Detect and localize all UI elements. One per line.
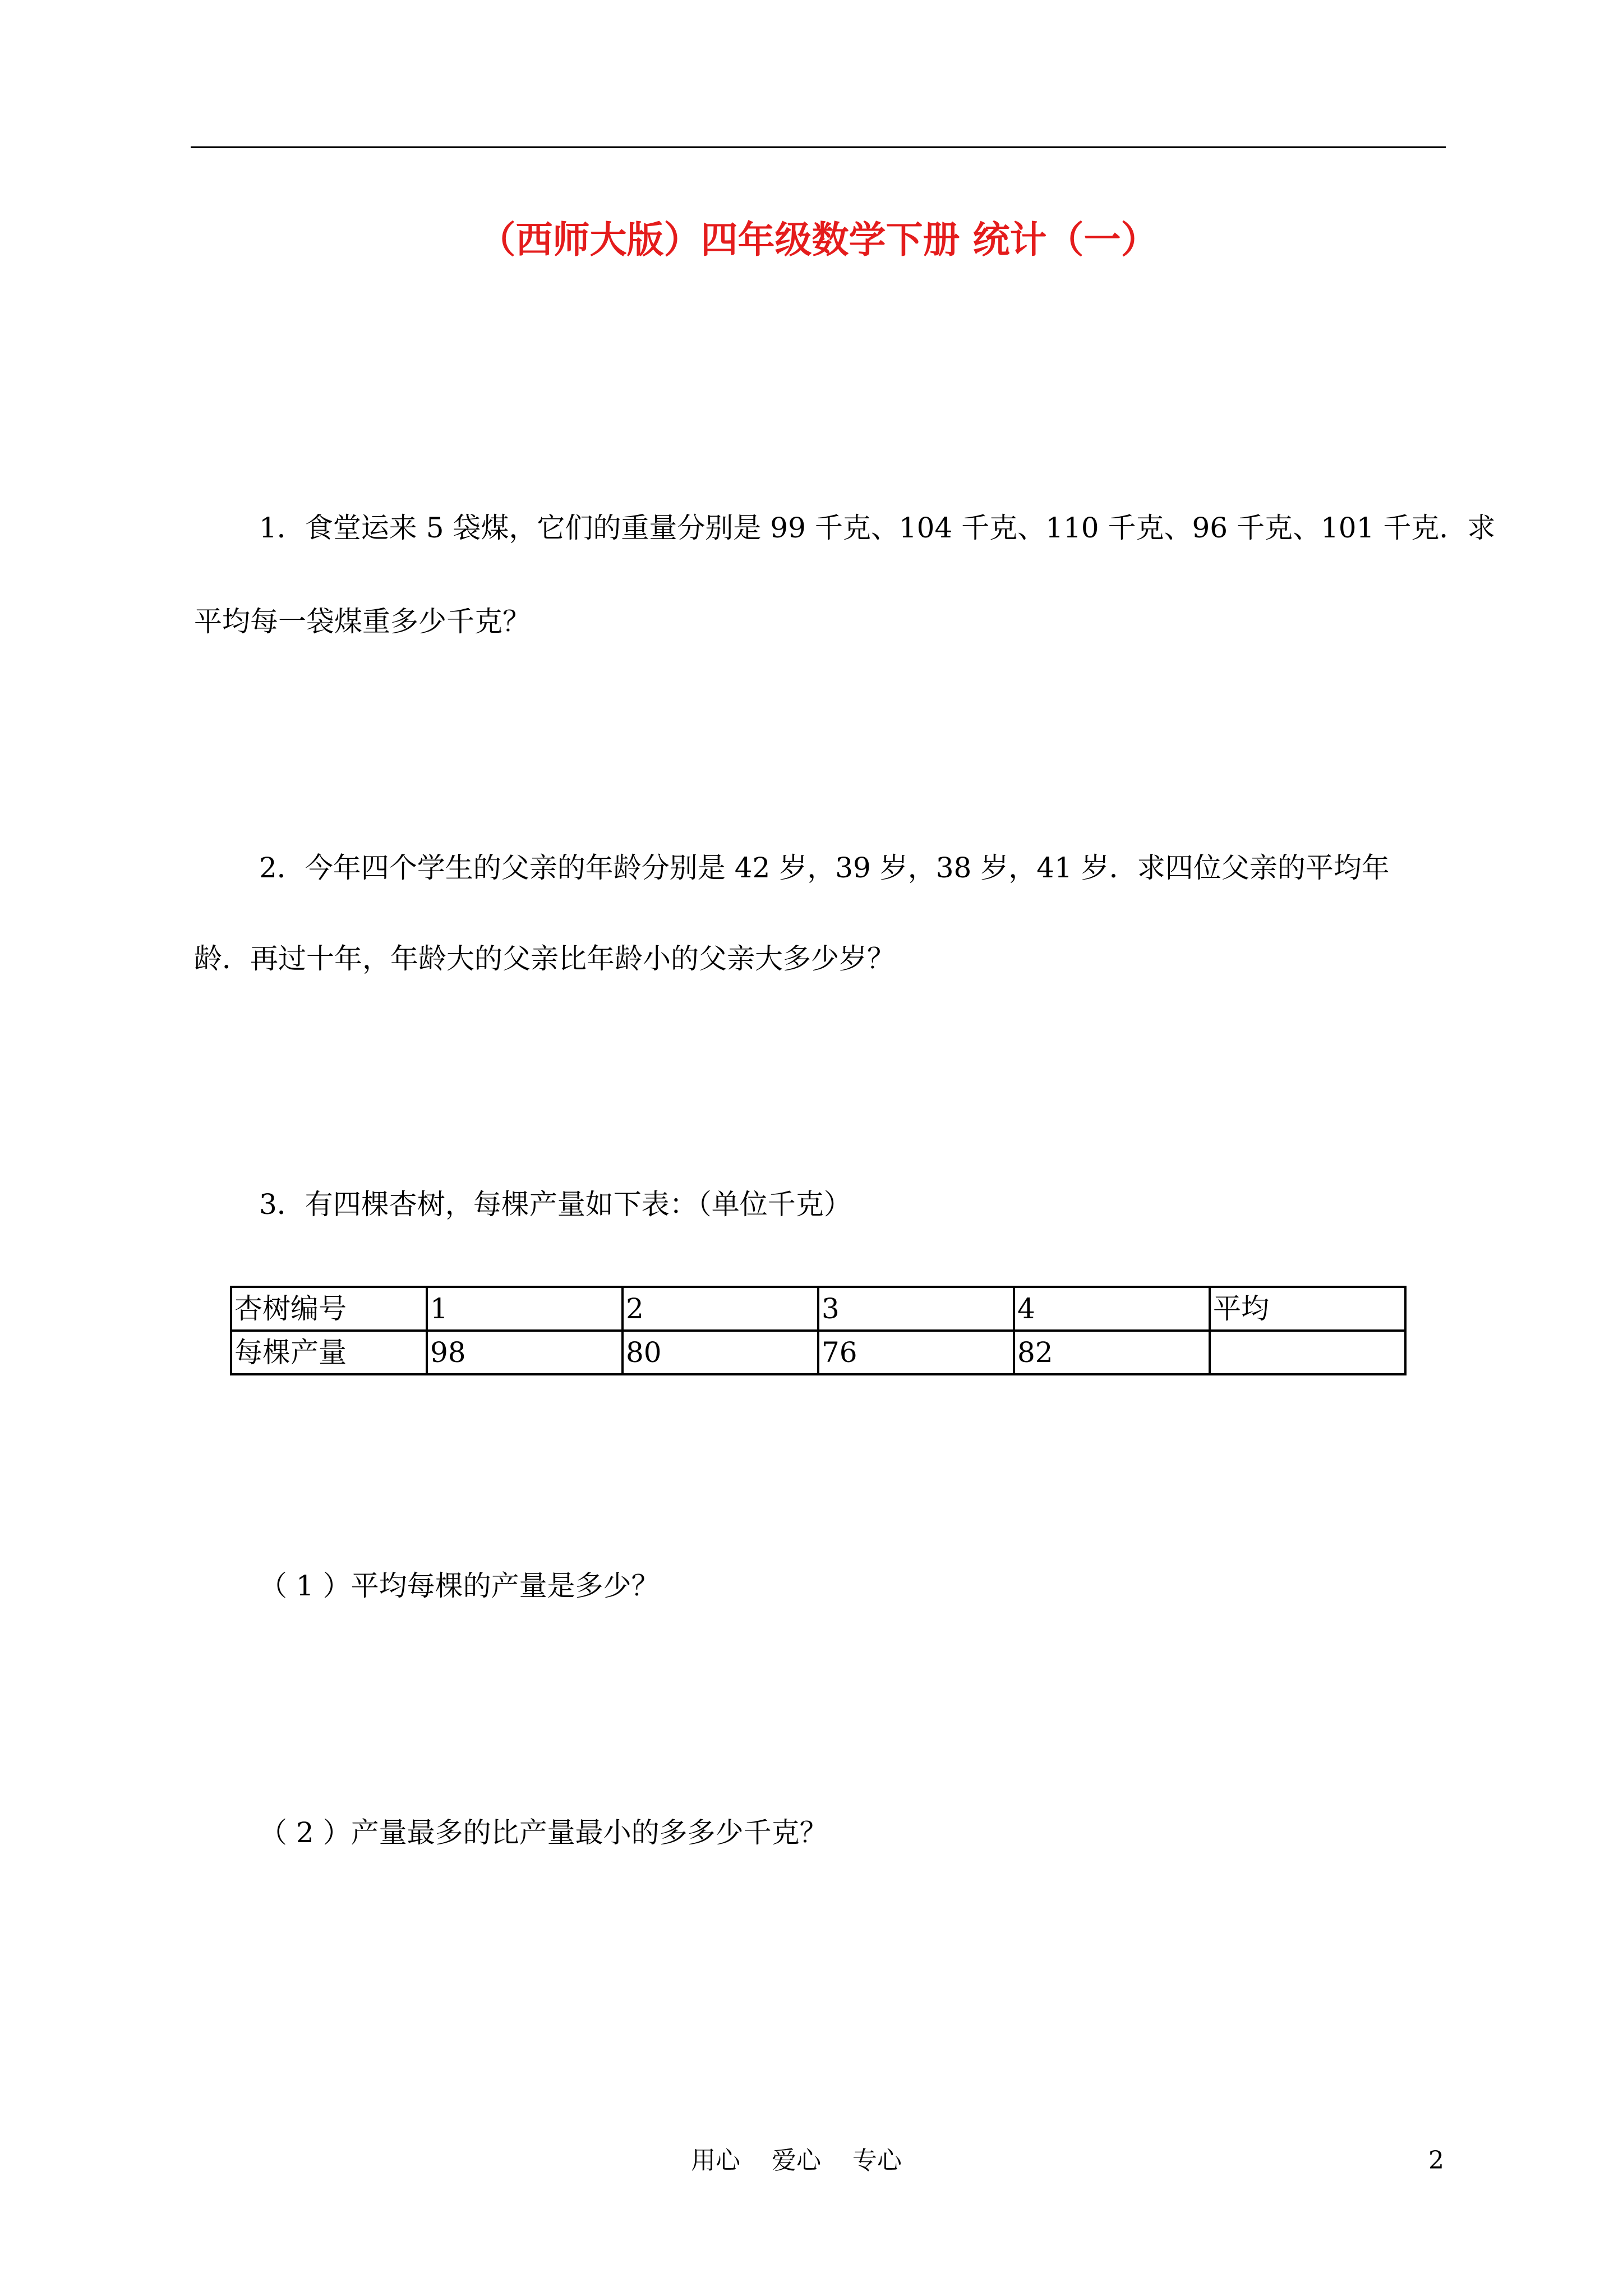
apricot-yield-table: [230, 1286, 1407, 1375]
table-cell: 98: [427, 1331, 623, 1374]
question-2-line-1: 2．今年四个学生的父亲的年龄分别是 42 岁，39 岁，38 岁，41 岁．求四位父亲的平均年: [259, 852, 1390, 884]
table-header-row: [231, 1287, 1405, 1331]
table-cell: 每棵产量: [231, 1331, 427, 1374]
table-cell: 76: [818, 1331, 1014, 1374]
question-1-line-2: 平均每一袋煤重多少千克？: [194, 605, 531, 638]
question-3-sub-1: （ 1 ）平均每棵的产量是多少？: [259, 1570, 660, 1602]
table-cell: 杏树编号: [231, 1287, 427, 1331]
question-3-sub-2: （ 2 ）产量最多的比产量最小的多多少千克？: [259, 1816, 828, 1849]
table-cell: 3: [818, 1287, 1014, 1331]
page-number: 2: [1428, 2146, 1444, 2175]
question-3-intro: 3．有四棵杏树，每棵产量如下表：（单位千克）: [259, 1188, 852, 1221]
document-title: （西师大版）四年级数学下册 统计（一）: [478, 218, 1158, 261]
footer-motto: 用心 爱心 专心: [691, 2146, 902, 2175]
table-cell: 4: [1014, 1287, 1210, 1331]
header-rule: [191, 146, 1446, 148]
table-cell: 2: [623, 1287, 818, 1331]
question-1-line-1: 1．食堂运来 5 袋煤，它们的重量分别是 99 千克、104 千克、110 千克、96 千克、101 千克．求: [259, 512, 1496, 544]
average-answer-cell: [1210, 1331, 1405, 1374]
table-cell: 1: [427, 1287, 623, 1331]
table-cell: 平均: [1210, 1287, 1405, 1331]
table-cell: 80: [623, 1331, 818, 1374]
table-cell: 82: [1014, 1331, 1210, 1374]
question-2-line-2: 龄．再过十年，年龄大的父亲比年龄小的父亲大多少岁？: [194, 942, 895, 975]
table-row: [231, 1331, 1405, 1374]
